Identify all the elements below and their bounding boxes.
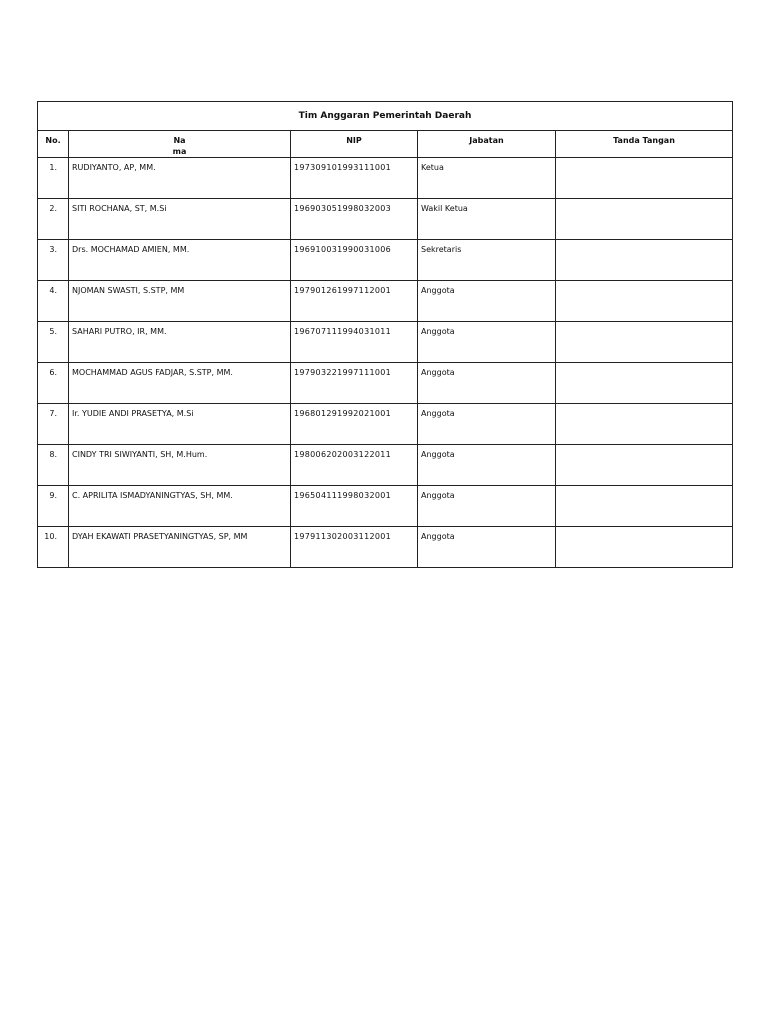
cell-jabatan: Anggota <box>418 445 556 486</box>
cell-nip: 196801291992021001 <box>291 404 418 445</box>
table-row <box>38 445 733 486</box>
cell-nip: 197911302003112001 <box>291 527 418 568</box>
cell-jabatan: Anggota <box>418 363 556 404</box>
cell-nama: C. APRILITA ISMADYANINGTYAS, SH, MM. <box>69 486 291 527</box>
table-row <box>38 363 733 404</box>
cell-no: 10. <box>38 527 69 568</box>
cell-tanda-tangan <box>556 486 733 527</box>
table-row <box>38 240 733 281</box>
cell-nip: 197903221997111001 <box>291 363 418 404</box>
cell-tanda-tangan <box>556 363 733 404</box>
cell-jabatan: Wakil Ketua <box>418 199 556 240</box>
cell-no: 7. <box>38 404 69 445</box>
cell-nama: Drs. MOCHAMAD AMIEN, MM. <box>69 240 291 281</box>
cell-jabatan: Anggota <box>418 281 556 322</box>
cell-nama: MOCHAMMAD AGUS FADJAR, S.STP, MM. <box>69 363 291 404</box>
cell-jabatan: Sekretaris <box>418 240 556 281</box>
cell-jabatan: Anggota <box>418 486 556 527</box>
cell-jabatan: Anggota <box>418 527 556 568</box>
cell-no: 1. <box>38 158 69 199</box>
cell-nama: NJOMAN SWASTI, S.STP, MM <box>69 281 291 322</box>
cell-no: 8. <box>38 445 69 486</box>
cell-tanda-tangan <box>556 240 733 281</box>
table-row <box>38 322 733 363</box>
cell-nama: Ir. YUDIE ANDI PRASETYA, M.Si <box>69 404 291 445</box>
cell-tanda-tangan <box>556 281 733 322</box>
cell-tanda-tangan <box>556 158 733 199</box>
header-nip: NIP <box>291 131 418 158</box>
header-nama-label: Nama <box>172 136 187 156</box>
cell-no: 6. <box>38 363 69 404</box>
header-jabatan: Jabatan <box>418 131 556 158</box>
cell-nip: 196903051998032003 <box>291 199 418 240</box>
team-table <box>37 101 733 568</box>
table-row <box>38 527 733 568</box>
table-row <box>38 158 733 199</box>
cell-no: 3. <box>38 240 69 281</box>
table-row <box>38 281 733 322</box>
cell-nama: SAHARI PUTRO, IR, MM. <box>69 322 291 363</box>
cell-nip: 196504111998032001 <box>291 486 418 527</box>
cell-nama: RUDIYANTO, AP, MM. <box>69 158 291 199</box>
cell-nip: 197901261997112001 <box>291 281 418 322</box>
table-row <box>38 486 733 527</box>
cell-nip: 197309101993111001 <box>291 158 418 199</box>
table-title: Tim Anggaran Pemerintah Daerah <box>38 102 733 131</box>
cell-nama: CINDY TRI SIWIYANTI, SH, M.Hum. <box>69 445 291 486</box>
header-tanda-tangan: Tanda Tangan <box>556 131 733 158</box>
table-row <box>38 199 733 240</box>
cell-jabatan: Anggota <box>418 322 556 363</box>
header-nama <box>69 131 291 158</box>
cell-nama: DYAH EKAWATI PRASETYANINGTYAS, SP, MM <box>69 527 291 568</box>
cell-no: 2. <box>38 199 69 240</box>
cell-nip: 196707111994031011 <box>291 322 418 363</box>
cell-no: 5. <box>38 322 69 363</box>
cell-nip: 198006202003122011 <box>291 445 418 486</box>
cell-tanda-tangan <box>556 527 733 568</box>
header-no: No. <box>38 131 69 158</box>
cell-jabatan: Anggota <box>418 404 556 445</box>
cell-tanda-tangan <box>556 445 733 486</box>
cell-tanda-tangan <box>556 199 733 240</box>
cell-nip: 196910031990031006 <box>291 240 418 281</box>
cell-jabatan: Ketua <box>418 158 556 199</box>
cell-tanda-tangan <box>556 322 733 363</box>
cell-tanda-tangan <box>556 404 733 445</box>
cell-no: 4. <box>38 281 69 322</box>
table-row <box>38 404 733 445</box>
cell-nama: SITI ROCHANA, ST, M.Si <box>69 199 291 240</box>
cell-no: 9. <box>38 486 69 527</box>
header-row <box>38 131 733 158</box>
